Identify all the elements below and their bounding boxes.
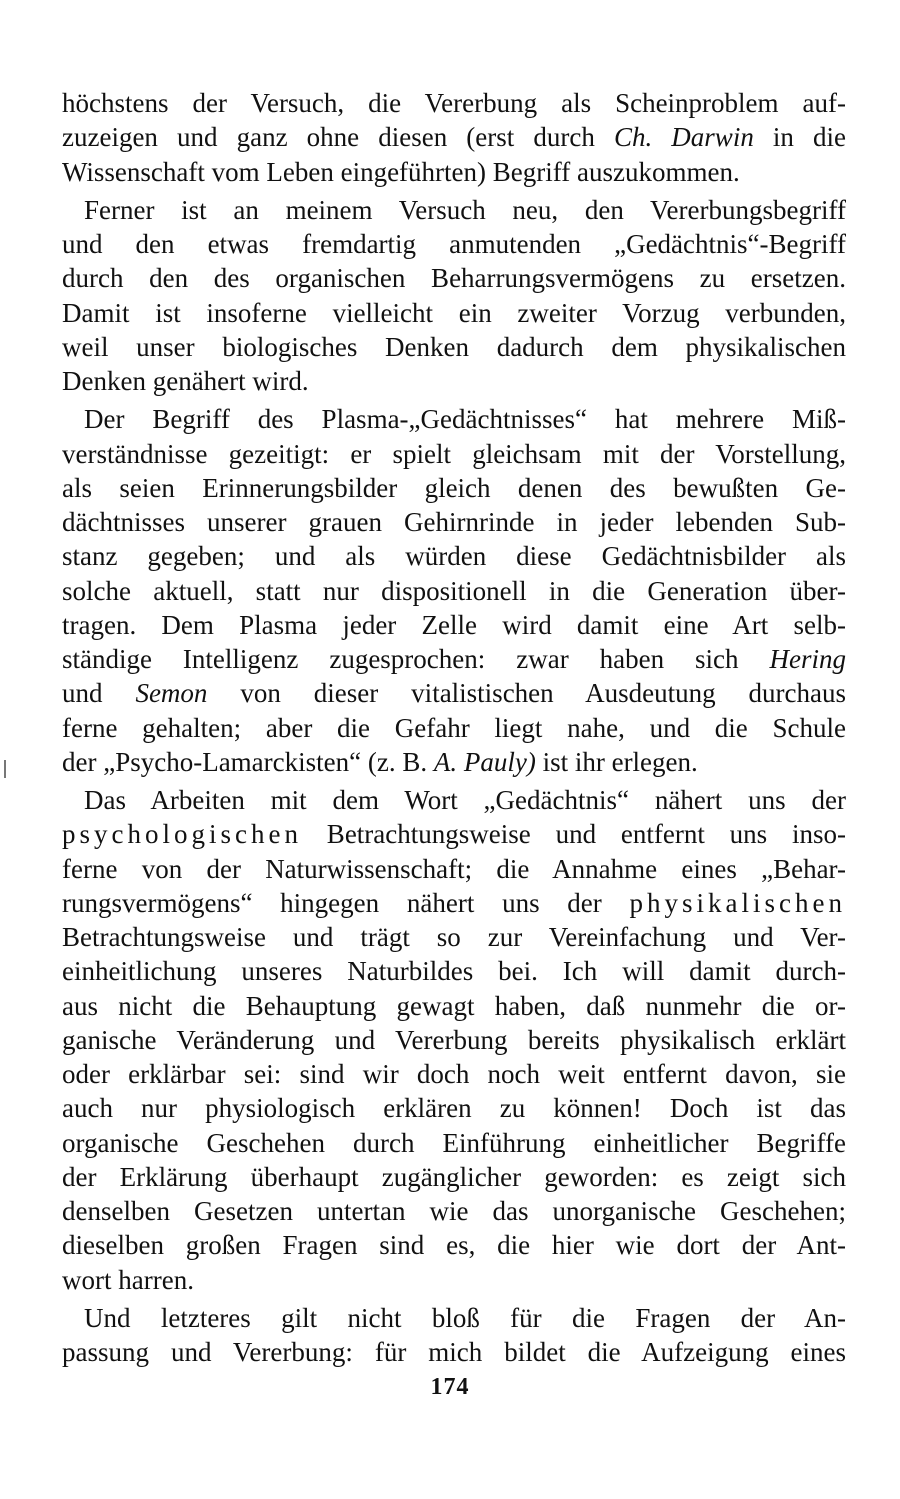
text-segment: einheitlichung unseres Naturbildes bei. Ich will damit durch- [62,956,846,987]
text-line [62,437,846,471]
text-segment: ferne gehalten; aber die Gefahr liegt nahe, und die Schule [62,712,846,743]
text-line [62,471,846,505]
text-line [62,745,846,779]
text-segment: Wissenschaft vom Leben eingeführten) Begriff auszukommen. [62,156,740,187]
text-segment: als seien Erinnerungsbilder gleich denen des bewußten Ge- [62,472,846,503]
text-line [62,505,846,539]
text-line [62,954,846,988]
text-segment: oder erklärbar sei: sind wir doch noch weit entfernt davon, sie [62,1059,846,1089]
text-segment: stanz gegeben; und als würden diese Gedächtnisbilder als [62,541,846,572]
text-line [62,1023,846,1057]
text-segment: passung und Vererbung: für mich bildet die Aufzeigung eines [62,1337,846,1367]
text-line [62,783,846,817]
text-segment: Betrachtungsweise und entfernt uns inso- [301,819,846,850]
text-segment: ist ihr erlegen. [535,746,698,777]
text-line [62,886,846,920]
text-segment: ganische Veränderung und Vererbung bereits physikalisch erklärt [62,1024,846,1055]
spaced-emphasis: physikalischen [629,887,846,918]
text-segment: Und letzteres gilt nicht bloß für die Fragen der An- [84,1302,846,1333]
text-segment: zuzeigen und ganz ohne diesen (erst durch [62,122,614,153]
text-segment: der „Psycho-Lamarckisten“ (z. B. [62,746,434,777]
text-segment: auch nur physiologisch erklären zu können! Doch ist das [62,1093,846,1124]
text-line [62,711,846,745]
text-segment: denselben Gesetzen untertan wie das unorganische Geschehen; [62,1196,846,1226]
text-line [62,852,846,886]
text-segment: dächtnisses unserer grauen Gehirnrinde in jeder lebenden Sub- [62,507,846,537]
italic-name: Semon [135,678,208,709]
text-line [62,402,846,436]
text-line [62,1263,846,1297]
text-line [62,642,846,676]
text-segment: und [62,678,136,709]
text-line [62,364,846,398]
text-line [62,574,846,608]
text-line [62,1301,846,1335]
margin-mark [4,760,6,778]
text-line [62,1228,846,1262]
italic-name: Hering [769,644,846,674]
text-line [62,330,846,364]
text-line [62,539,846,573]
text-line [62,227,846,261]
text-segment: tragen. Dem Plasma jeder Zelle wird damit eine Art selb- [62,609,846,640]
text-segment: wort harren. [62,1264,194,1295]
text-segment: ständige Intelligenz zugesprochen: zwar haben sich [62,644,770,674]
text-segment: Denken genähert wird. [62,366,309,396]
text-segment: und den etwas fremdartig anmutenden „Gedächtnis“-Begriff [62,229,846,259]
italic-name: A. Pauly) [433,746,536,777]
text-segment: rungsvermögens“ hingegen nähert uns der [62,887,630,918]
text-line [62,989,846,1023]
text-line [62,86,846,120]
text-segment: von dieser vitalistischen Ausdeutung durchaus [207,678,846,709]
text-line [62,1126,846,1160]
text-line [62,120,846,154]
text-segment: organische Geschehen durch Einführung einheitlicher Begriffe [62,1127,846,1158]
text-line [62,193,846,227]
page-body [62,86,846,1369]
text-segment: Das Arbeiten mit dem Wort „Gedächtnis“ nähert uns der [84,785,846,815]
text-segment: verständnisse gezeitigt: er spielt gleichsam mit der Vorstellung, [62,438,846,469]
text-segment: dieselben großen Fragen sind es, die hier wie dort der Ant- [62,1230,846,1261]
text-segment: Der Begriff des Plasma-„Gedächtnisses“ hat mehrere Miß- [84,404,846,435]
text-line [62,817,846,851]
text-line [62,920,846,954]
text-line [62,608,846,642]
spaced-emphasis: psychologischen [62,819,302,850]
text-segment: aus nicht die Behauptung gewagt haben, daß nunmehr die or- [62,990,846,1021]
text-segment: solche aktuell, statt nur dispositionell in die Generation über- [62,575,846,606]
text-line [62,1160,846,1194]
text-segment: der Erklärung überhaupt zugänglicher geworden: es zeigt sich [62,1161,846,1192]
text-segment: Betrachtungsweise und trägt so zur Vereinfachung und Ver- [62,922,846,952]
text-segment: weil unser biologisches Denken dadurch dem physikalischen [62,331,846,362]
text-line [62,261,846,295]
page-number: 174 [430,1374,470,1400]
text-segment: durch den des organischen Beharrungsvermögens zu ersetzen. [62,263,846,294]
text-segment: Ferner ist an meinem Versuch neu, den Vererbungsbegriff [84,194,846,225]
text-segment: höchstens der Versuch, die Vererbung als Scheinproblem auf- [62,88,846,118]
text-line [62,155,846,189]
text-line [62,1194,846,1228]
italic-name: Ch. Darwin [613,122,754,153]
text-segment: in die [753,122,846,153]
text-segment: Damit ist insoferne vielleicht ein zweiter Vorzug verbunden, [62,297,846,328]
text-line [62,1091,846,1125]
text-line [62,296,846,330]
text-line [62,1335,846,1369]
text-line [62,676,846,710]
text-segment: ferne von der Naturwissenschaft; die Annahme eines „Behar- [62,853,846,884]
text-line [62,1057,846,1091]
